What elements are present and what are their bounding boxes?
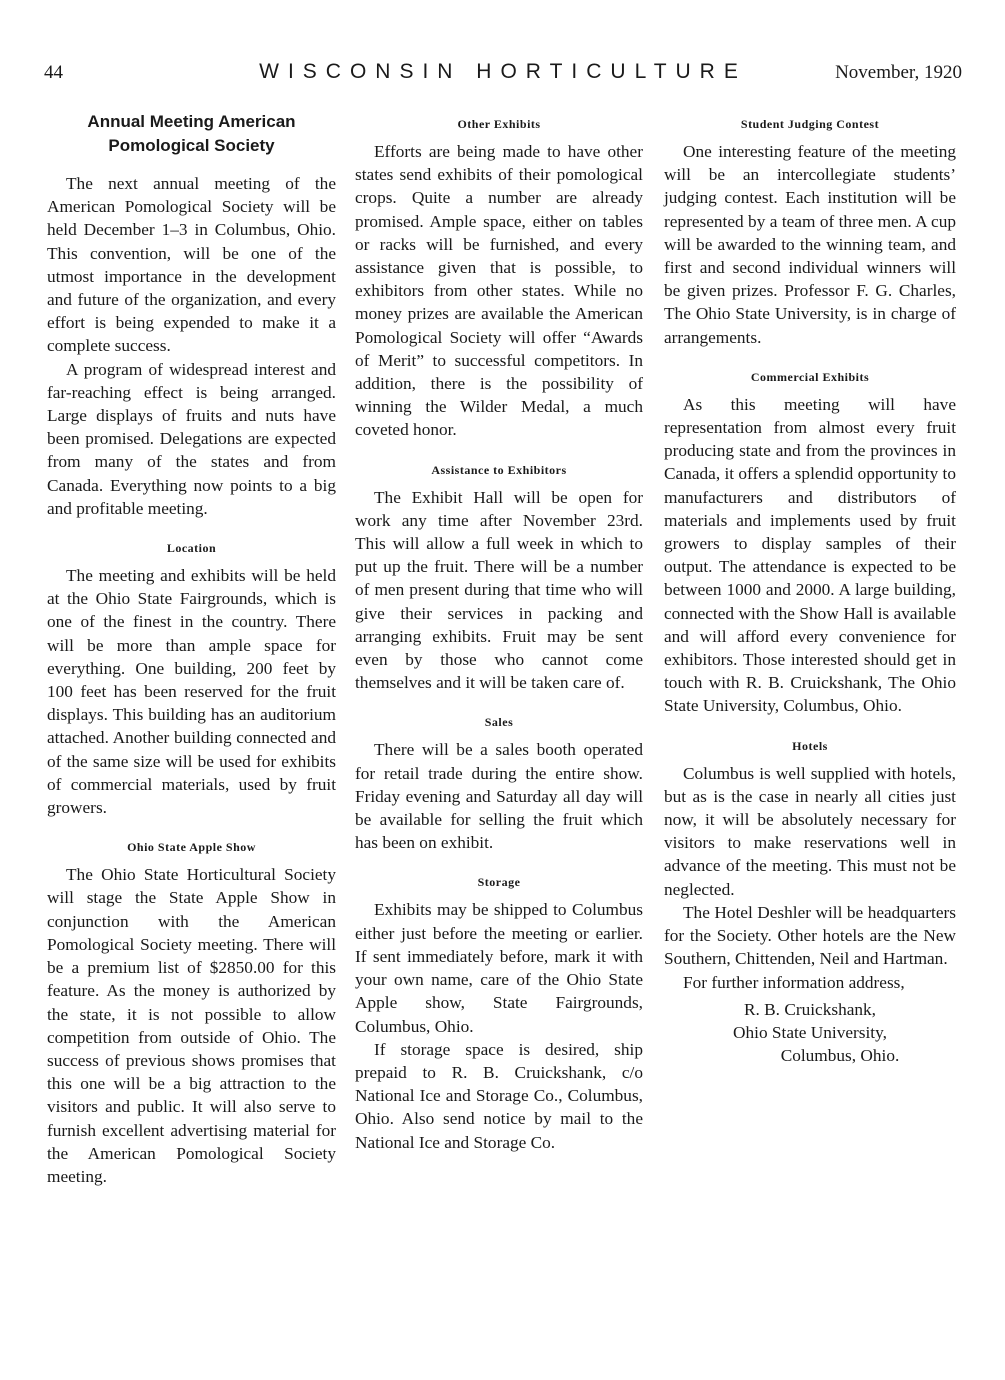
section-heading-hotels: Hotels (792, 738, 828, 753)
section-heading-assistance: Assistance to Exhibitors (431, 462, 567, 477)
article-title: Annual Meeting American Pomological Society (87, 112, 296, 155)
paragraph: As this meeting will have representation from almost every fruit producing state and from the provinces in Canada, it offers a splendid opportunity to manufacturers and distributors of materials and implements used by fruit growers to display samples of their output. The attendance is expected to be between 1000 and 2000. A large building, connected with the Show Hall is available and will afford every convenience for exhibitors. Those interested should get in touch with R. B. Cruickshank, The Ohio State University, Columbus, Ohio. (664, 394, 956, 716)
column-3 (664, 104, 956, 1067)
paragraph: The Ohio State Horticultural Society will stage the State Apple Show in conjunction with the American Pomological Society meeting. There will be a premium list of $2850.00 for this feature. As the money is authorized by the state, it is not possible to allow competition from outside of Ohio. The success of previous shows promises that this one will be a big attraction to the visitors and public. It will also serve to furnish excellent advertising material for the American Pomological Society meeting. (47, 865, 336, 1186)
section-heading-student-judging: Student Judging Contest (740, 117, 880, 131)
paragraph: For further information address, (683, 972, 905, 992)
paragraph: Exhibits may be shipped to Columbus either just before the meeting or earlier. If sent immediately before, mark it with your own name, care of the Ohio State Apple show, State Fairgrounds, Columbus, Ohio. (355, 900, 643, 1036)
address-line: R. B. Cruickshank, (743, 999, 876, 1019)
address-line: Columbus, Ohio. (780, 1046, 900, 1066)
column-2 (355, 104, 643, 1154)
paragraph: Efforts are being made to have other states send exhibits of their pomological crops. Quite a number are already promised. Ample space, either on tables or racks will be furnished, and every assistance given that is possible, to exhibitors from other states. While no money prizes are available the American Pomological Society will offer “Awards of Merit” to successful competitors. In addition, there is the possibility of winning the Wilder Medal, a much coveted honor. (355, 142, 643, 440)
section-heading-sales: Sales (484, 715, 514, 730)
address-line: Ohio State University, (733, 1022, 887, 1042)
paragraph: If storage space is desired, ship prepaid to R. B. Cruickshank, c/o National Ice and Storage Co., Columbus, Ohio. Also send notice by mail to the National Ice and Storage Co. (355, 1039, 643, 1152)
page-number: 44 (44, 62, 63, 83)
contact-address (664, 998, 956, 1068)
paragraph: The Exhibit Hall will be open for work any time after November 23rd. This will allow a full week in which to put up the fruit. There will be a number of men present during that time who will give their services in packing and arranging exhibits. Fruit may be sent even by those who cannot come themselves and it will be taken care of. (355, 487, 643, 693)
paragraph: The meeting and exhibits will be held at the Ohio State Fairgrounds, which is one of the finest in the country. There will be more than ample space for everything. One building, 200 feet by 100 feet has been reserved for the fruit displays. This building has an auditorium attached. Another building connected and of the same size will be used for exhibits of commercial materials, used by fruit growers. (47, 566, 336, 818)
paragraph: A program of widespread interest and far-reaching effect is being arranged. Large displays of fruits and nuts have been promised. Delegations are expected from many of the states and from Canada. Everything now points to a big and profitable meeting. (47, 359, 336, 518)
section-heading-commercial-exhibits: Commercial Exhibits (750, 369, 870, 384)
section-heading-location: Location (166, 541, 217, 556)
section-heading-other-exhibits: Other Exhibits (457, 117, 541, 131)
paragraph: One interesting feature of the meeting will be an intercollegiate students’ judging contest. Each institution will be represented by a team of three men. A cup will be awarded to the winning team, and first and second individual winners will be given prizes. Professor F. G. Charles, The Ohio State University, is in charge of arrangements. (664, 142, 956, 347)
column-1 (47, 104, 336, 1188)
paragraph: The next annual meeting of the American Pomological Society will be held December 1–3 in Columbus, Ohio. This convention, will be one of the utmost importance in the development and future of the organization, and every effort is being expended to make it a complete success. (47, 174, 336, 356)
paragraph: Columbus is well supplied with hotels, but as is the case in nearly all cities just now, it will be absolutely necessary for visitors to make reservations well in advance of the meeting. This must not be neglected. (664, 763, 956, 899)
journal-title: WISCONSIN HORTICULTURE (259, 60, 747, 83)
section-heading-apple-show: Ohio State Apple Show (127, 840, 256, 855)
paragraph: The Hotel Deshler will be headquarters for the Society. Other hotels are the New Southern, Chittenden, Neil and Hartman. (664, 902, 956, 969)
issue-date: November, 1920 (835, 62, 962, 83)
section-heading-storage: Storage (477, 875, 521, 890)
paragraph: There will be a sales booth operated for retail trade during the entire show. Friday evening and Saturday all day will be available for selling the fruit which has been on exhibit. (355, 740, 643, 853)
page-header (44, 62, 962, 92)
